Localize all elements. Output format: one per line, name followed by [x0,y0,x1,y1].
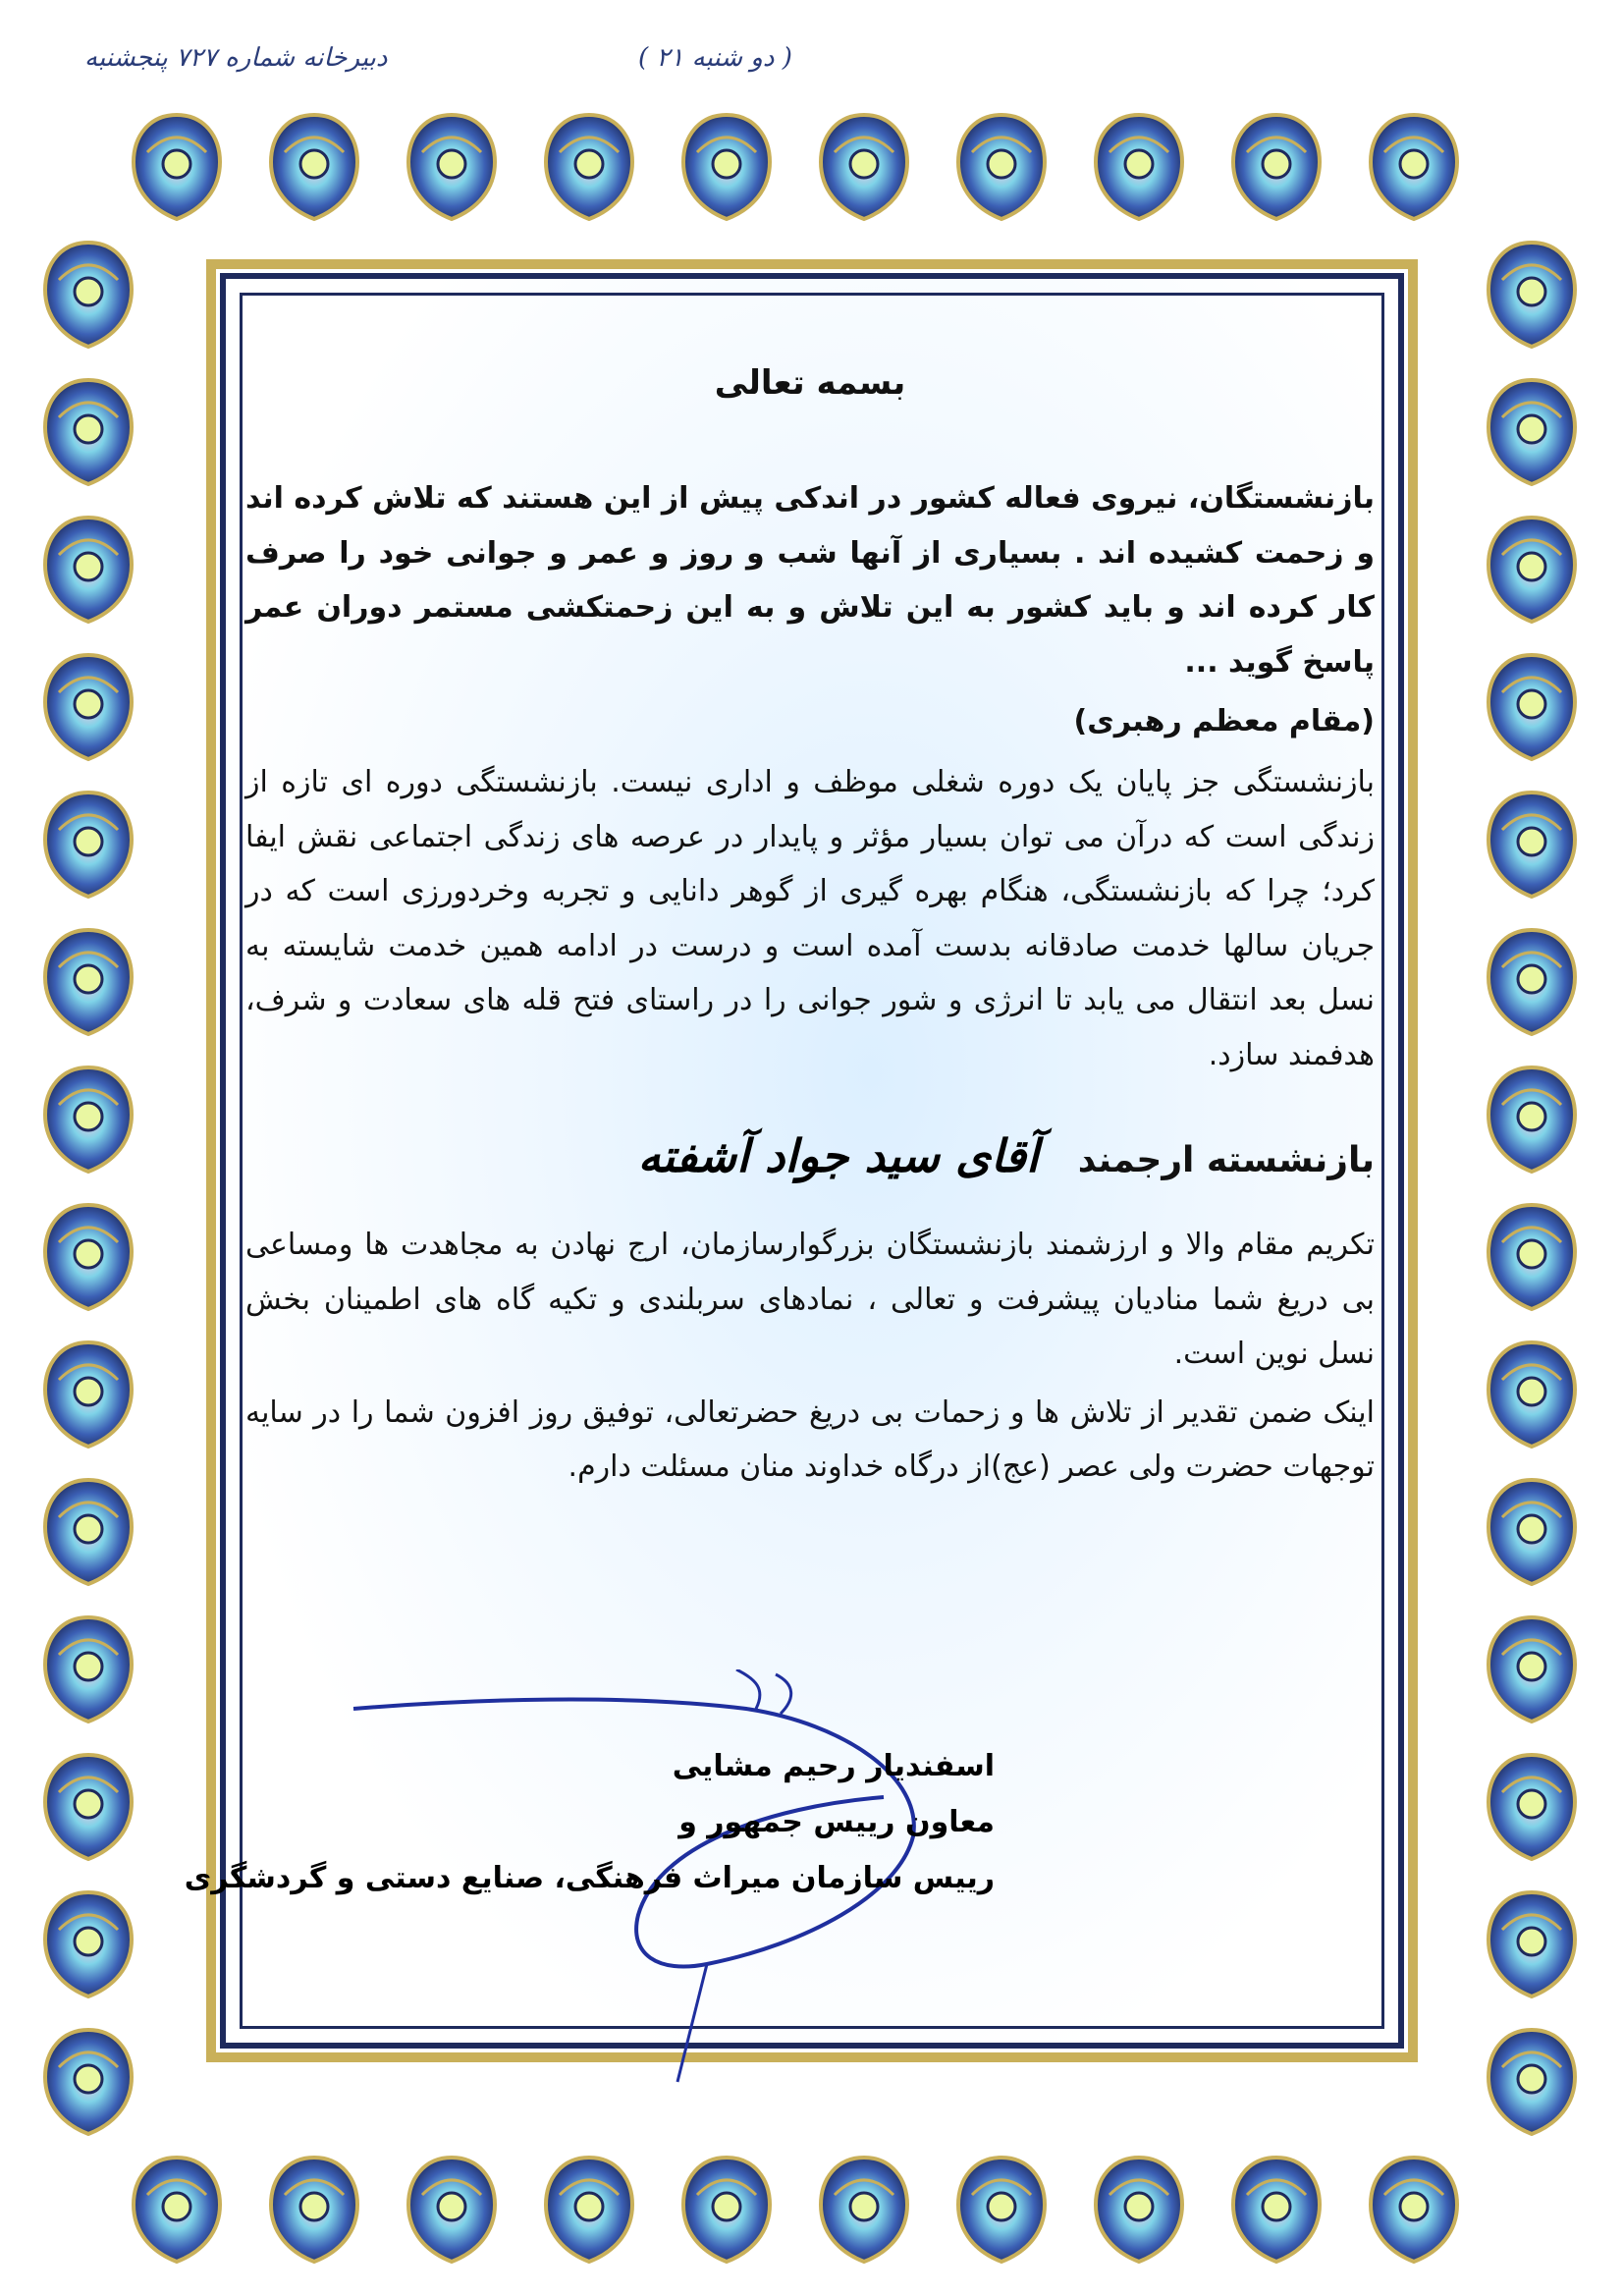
letter-body [245,295,1375,1499]
quote-attribution: (مقام معظم رهبری) [1073,704,1375,738]
signatory-title-2: رییس سازمان میراث فرهنگی، صنایع دستی و گردشگری [184,1861,995,1895]
recipient-name: آقای سید جواد آشفته [637,1129,1039,1182]
leader-quote: بازنشستگان، نیروی فعاله کشور در اندکی پیش از این هستند که تلاش کرده اند و زحمت کشیده اند . بسیاری از آنها شب و روز و عمر و جوانی خود را صرف کار کرده اند و باید کشور به این تلاش و به این زحمتکشی مستمر دوران عمر پاسخ گوید ... [245,481,1375,680]
signature-block [185,1738,995,1906]
signatory-name: اسفندیار رحیم مشایی [672,1749,995,1783]
handwritten-date-note: دبیرخانه شماره ۷۲۷ پنجشنبه [84,43,388,73]
honor-paragraph: تکریم مقام والا و ارزشمند بازنشستگان بزرگوارسازمان، ارج نهادن به مجاهدت ها ومساعی بی دریغ شما منادیان پیشرفت و تعالی ، نمادهای سربلندی و تکیه گاه های اطمینان بخش نسل نوین است. [245,1228,1375,1371]
closing-paragraph: اینک ضمن تقدیر از تلاش ها و زحمات بی دریغ حضرتعالی، توفیق روز افزون شما را در سایه توجهات حضرت ولی عصر (عج)از درگاه خداوند منان مسئلت دارم. [245,1394,1375,1484]
signatory-title-1: معاون رییس جمهور و [678,1805,995,1839]
recipient-line [245,1129,1375,1182]
retirement-paragraph: بازنشستگی جز پایان یک دوره شغلی موظف و اداری نیست. بازنشستگی دوره ای تازه از زندگی است که درآن می توان بسیار مؤثر و پایدار در عرصه های زندگی اجتماعی نقش ایفا کرد؛ چرا که بازنشستگی، هنگام بهره گیری از گوهر دانایی و تجربه وخردورزی است که در جریان سالها خدمت صادقانه بدست آمده است و درست در ادامه همین خدمت شایسته به نسل بعد انتقال می یابد تا انرژی و شور جوانی را در راستای فتح قله های سعادت و شرف، هدفمند سازد. [245,765,1375,1072]
handwritten-reference-note: ( دو شنبه ۲۱ ) [638,43,792,73]
recipient-label: بازنشسته ارجمند [1077,1140,1375,1180]
letter-heading: بسمه تعالی [714,363,906,403]
